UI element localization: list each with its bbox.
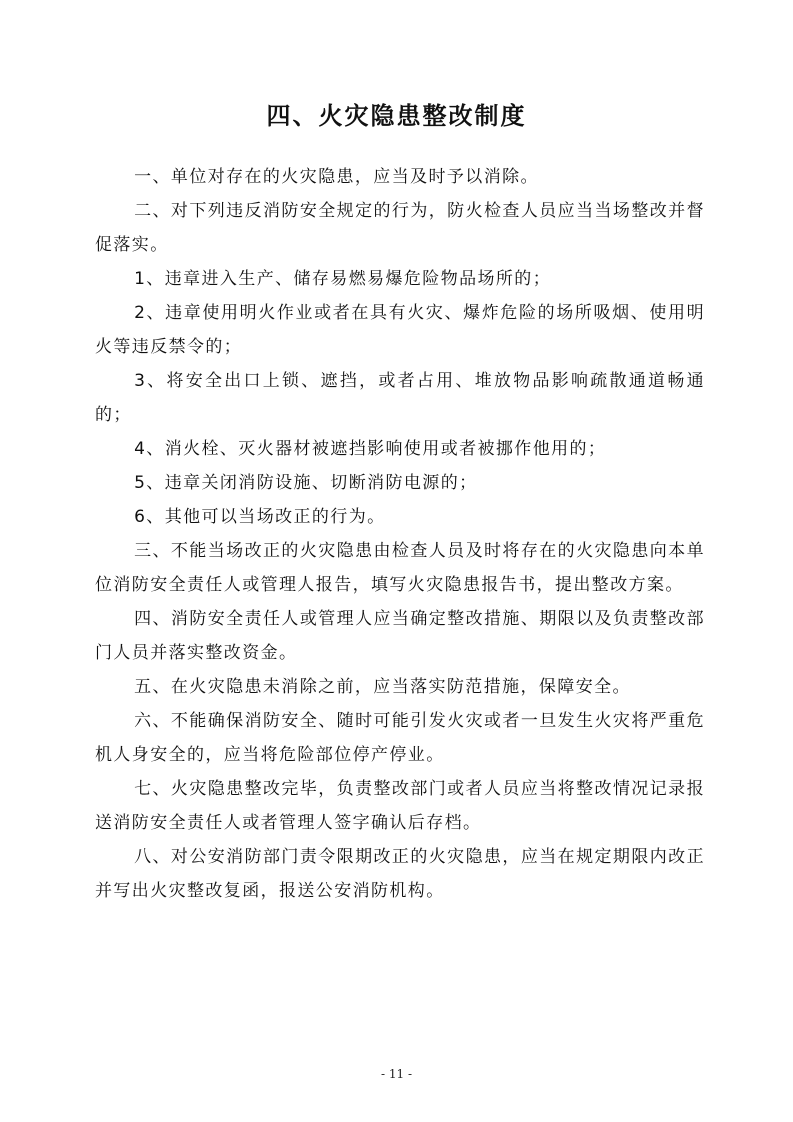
paragraph-5: 五、在火灾隐患未消除之前，应当落实防范措施，保障安全。 bbox=[134, 677, 631, 697]
paragraph-4: 四、消防安全责任人或管理人应当确定整改措施、期限以及负责整改部门人员并落实整改资金。 bbox=[95, 609, 705, 663]
list-item-4: 4、消火栓、灭火器材被遮挡影响使用或者被挪作他用的； bbox=[134, 439, 607, 459]
paragraph-7: 七、火灾隐患整改完毕，负责整改部门或者人员应当将整改情况记录报送消防安全责任人或者管理人签字确认后存档。 bbox=[95, 779, 705, 833]
list-item-1: 1、违章进入生产、储存易燃易爆危险物品场所的； bbox=[134, 269, 552, 289]
document-body bbox=[95, 160, 705, 908]
page-number: - 11 - bbox=[380, 1067, 412, 1081]
list-item-3: 3、将安全出口上锁、遮挡，或者占用、堆放物品影响疏散通道畅通的； bbox=[95, 371, 705, 425]
paragraph-6: 六、不能确保消防安全、随时可能引发火灾或者一旦发生火灾将严重危机人身安全的，应当将危险部位停产停业。 bbox=[95, 711, 705, 765]
list-item-2: 2、违章使用明火作业或者在具有火灾、爆炸危险的场所吸烟、使用明火等违反禁令的； bbox=[95, 303, 705, 357]
document-title: 四、火灾隐患整改制度 bbox=[266, 102, 527, 130]
paragraph-1: 一、单位对存在的火灾隐患，应当及时予以消除。 bbox=[134, 167, 539, 187]
paragraph-3: 三、不能当场改正的火灾隐患由检查人员及时将存在的火灾隐患向本单位消防安全责任人或管理人报告，填写火灾隐患报告书，提出整改方案。 bbox=[95, 541, 705, 595]
list-item-6: 6、其他可以当场改正的行为。 bbox=[134, 507, 386, 527]
paragraph-8: 八、对公安消防部门责令限期改正的火灾隐患，应当在规定期限内改正并写出火灾整改复函，报送公安消防机构。 bbox=[95, 847, 705, 901]
paragraph-2: 二、对下列违反消防安全规定的行为，防火检查人员应当当场整改并督促落实。 bbox=[95, 201, 705, 255]
list-item-5: 5、违章关闭消防设施、切断消防电源的； bbox=[134, 473, 478, 493]
